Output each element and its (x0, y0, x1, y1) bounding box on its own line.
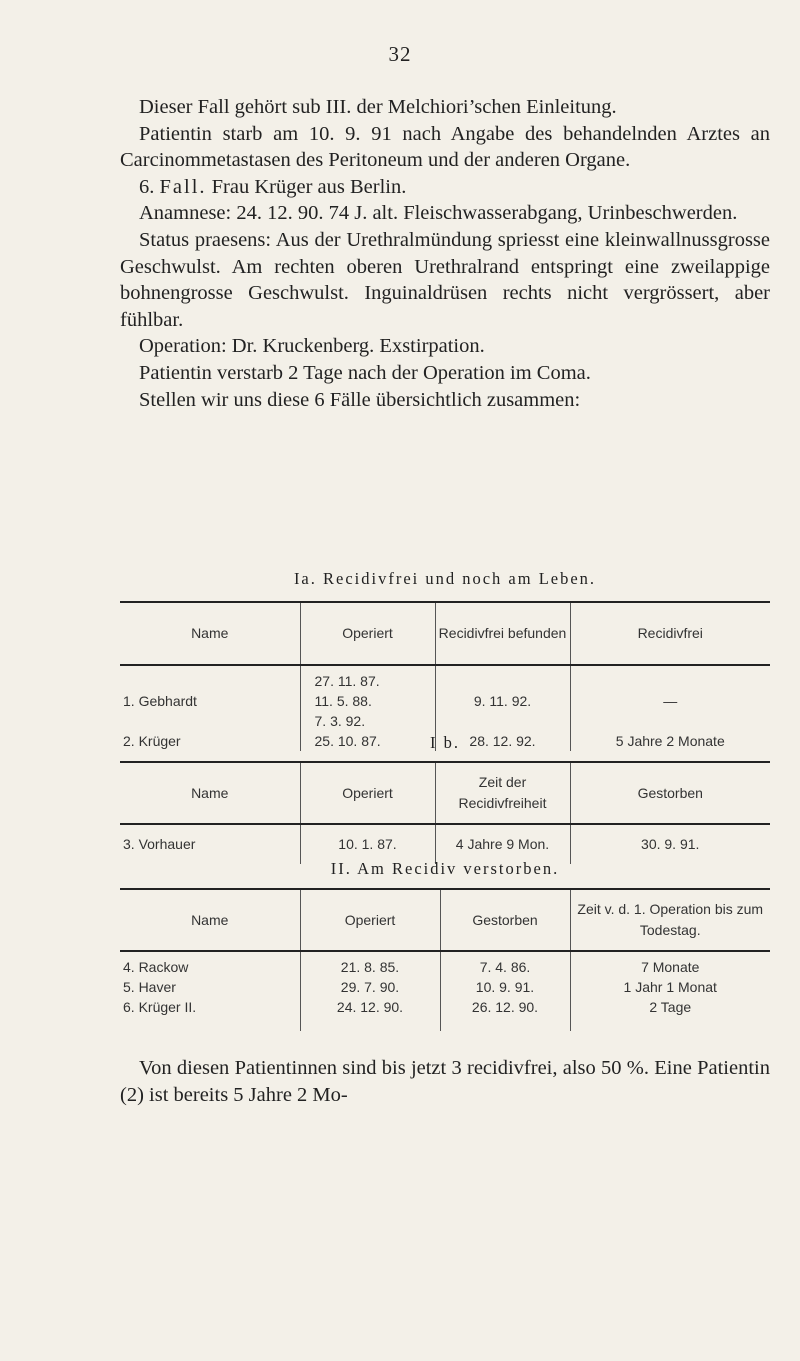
table-ia-cell: — (570, 691, 770, 711)
table-ii-cell: 5. Haver (123, 979, 176, 995)
paragraph-anamnese: Anamnese: 24. 12. 90. 74 J. alt. Fleischwasserabgang, Urinbeschwerden. (139, 202, 738, 225)
table-ii-cell: 21. 8. 85. (300, 957, 440, 977)
table-ii-cell: 7. 4. 86. (440, 957, 570, 977)
table-ii-cell: 24. 12. 90. (300, 997, 440, 1017)
table-ii-header-gestorben: Gestorben (440, 889, 570, 951)
table-ia (120, 601, 770, 751)
table-ia-cell: 11. 5. 88. (300, 691, 435, 711)
paragraph-outcome: Patientin verstarb 2 Tage nach der Operation im Coma. (139, 361, 591, 384)
table-ib-cell: 30. 9. 91. (570, 824, 770, 864)
paragraph-closing: Von diesen Patientinnen sind bis jetzt 3 recidivfrei, also 50 %. Eine Patientin (2) ist bereits 5 Jahre 2 Mo- (120, 1057, 770, 1106)
table-ia-cell: 28. 12. 92. (435, 731, 570, 751)
case-heading (120, 174, 770, 201)
table-ib-header-operiert: Operiert (300, 762, 435, 824)
case-label: Fall. (159, 175, 207, 198)
paragraph-operation: Operation: Dr. Kruckenberg. Exstirpation. (139, 335, 485, 358)
case-patient: Frau Krüger aus Berlin. (211, 175, 407, 198)
table-ii-cell: 1 Jahr 1 Monat (570, 977, 770, 997)
table-ia-cell: 5 Jahre 2 Monate (570, 731, 770, 751)
paragraph-summary-intro: Stellen wir uns diese 6 Fälle übersichtlich zusammen: (139, 388, 581, 411)
table-ii-header-operiert: Operiert (300, 889, 440, 951)
table-row (120, 671, 770, 691)
paragraph-status-praesens: Status praesens: Aus der Urethralmündung spriesst eine kleinwallnussgrosse Geschwulst. Am rechten oberen Urethralrand entspringt eine zweilappige bohnengrosse Geschwulst. Inguinaldrüsen rechts nicht vergrössert, aber fühlbar. (120, 228, 770, 331)
table-ia-header-operiert: Operiert (300, 602, 435, 665)
table-ii-cell: 7 Monate (570, 957, 770, 977)
case-number: 6. (139, 175, 155, 198)
table-ia-cell (570, 711, 770, 731)
table-row (120, 997, 770, 1017)
table-ii-cell: 10. 9. 91. (440, 977, 570, 997)
table-ib-header-name: Name (120, 762, 300, 824)
table-ia-cell: 9. 11. 92. (435, 691, 570, 711)
page-number: 32 (388, 42, 412, 66)
table-ia-header-recidivfrei: Recidivfrei (570, 602, 770, 665)
table-ia-header-name: Name (120, 602, 300, 665)
table-row (120, 711, 770, 731)
table-ib-cell: 4 Jahre 9 Mon. (435, 824, 570, 864)
table-ia-cell (120, 671, 300, 691)
closing-text (120, 1055, 770, 1108)
table-ia-caption: Ia. Recidivfrei und noch am Leben. (293, 569, 597, 588)
table-row (120, 824, 770, 864)
table-ia-cell (435, 711, 570, 731)
table-ia-cell: 2. Krüger (123, 733, 181, 749)
table-row (120, 691, 770, 711)
table-ii (120, 888, 770, 1031)
body-text (120, 94, 770, 413)
table-ib-header-gestorben: Gestorben (570, 762, 770, 824)
table-ii-cell: 6. Krüger II. (123, 999, 197, 1015)
table-ia-cell: 7. 3. 92. (300, 711, 435, 731)
table-ia-cell: 25. 10. 87. (300, 731, 435, 751)
table-ia-cell: 1. Gebhardt (123, 693, 197, 709)
table-ia-header-recidivfrei-befunden: Recidivfrei befunden (435, 602, 570, 665)
table-ib-cell: 10. 1. 87. (300, 824, 435, 864)
table-ii-cell: 26. 12. 90. (440, 997, 570, 1017)
table-ia-cell (435, 671, 570, 691)
table-ii-cell: 4. Rackow (123, 959, 189, 975)
table-row (120, 957, 770, 977)
table-ib-header-zeit-der-recidivfreiheit: Zeit der Recidivfreiheit (435, 762, 570, 824)
table-ii-cell: 2 Tage (570, 997, 770, 1017)
table-ii-cell: 29. 7. 90. (300, 977, 440, 997)
table-ii-caption: II. Am Recidiv verstorben. (330, 859, 560, 878)
table-ia-cell (570, 671, 770, 691)
table-ia-cell (120, 711, 300, 731)
table-ib (120, 761, 770, 864)
table-row (120, 977, 770, 997)
table-ib-caption: I b. (430, 733, 460, 752)
table-ia-cell: 27. 11. 87. (300, 671, 435, 691)
table-ii-header-zeit-bis-todestag: Zeit v. d. 1. Operation bis zum Todestag. (570, 889, 770, 951)
paragraph-case-reference: Dieser Fall gehört sub III. der Melchiori’schen Einleitung. (139, 96, 617, 118)
table-ib-cell: 3. Vorhauer (123, 836, 196, 852)
table-ii-header-name: Name (120, 889, 300, 951)
paragraph-death-note: Patientin starb am 10. 9. 91 nach Angabe des behandelnden Arztes an Carcinommetastasen des Peritoneum und der anderen Organe. (120, 122, 770, 172)
